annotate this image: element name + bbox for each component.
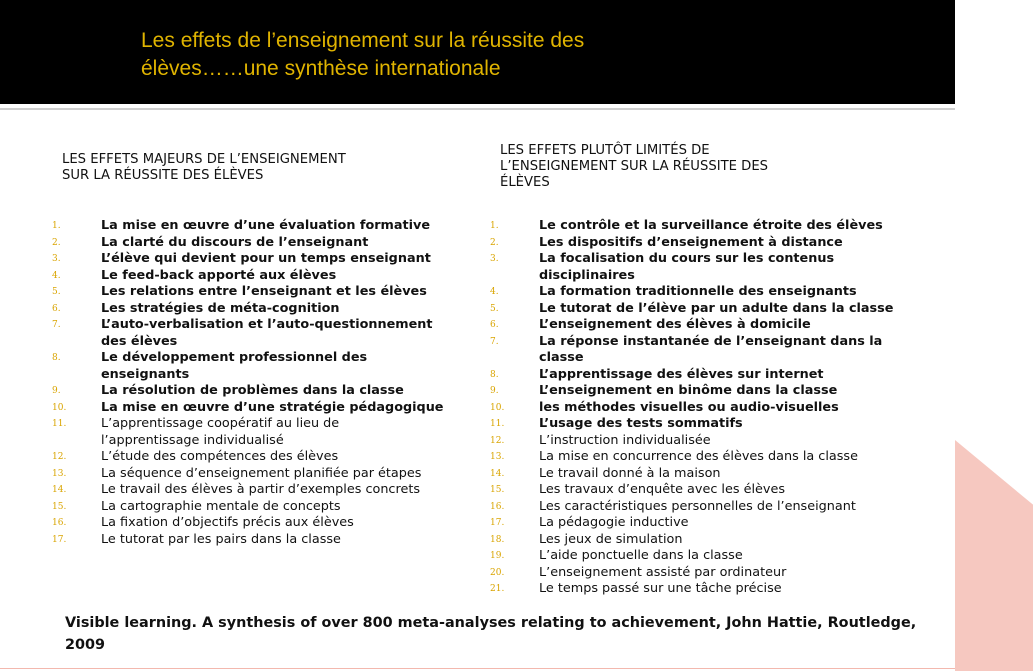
list-item [490, 284, 900, 301]
list-item-text: La mise en concurrence des élèves dans la classe [539, 449, 858, 464]
list-item-text: La focalisation du cours sur les contenus [539, 251, 835, 266]
list-item-text: Le développement professionnel des [101, 350, 368, 365]
list-item-text: L’étude des compétences des élèves [101, 449, 339, 464]
right-heading-line-1: LES EFFETS PLUTÔT LIMITÉS DE [500, 143, 710, 158]
list-item [52, 499, 472, 516]
list-item [490, 416, 900, 433]
list-item-text: l’apprentissage individualisé [101, 432, 284, 448]
list-item-text: La mise en œuvre d’une évaluation formative [101, 218, 431, 233]
right-column-heading [500, 143, 890, 191]
list-item-number: 18. [490, 534, 505, 545]
list-item-text: La pédagogie inductive [539, 515, 689, 530]
list-item [52, 482, 472, 499]
list-item-number: 15. [52, 501, 67, 512]
list-item-text: La mise en œuvre d’une stratégie pédagogique [101, 399, 444, 415]
citation [65, 612, 945, 656]
list-item-number: 4. [52, 270, 61, 281]
list-item-text: Les travaux d’enquête avec les élèves [539, 482, 786, 497]
list-item-number: 4. [490, 287, 499, 297]
list-item [52, 416, 472, 449]
list-item-text: L’apprentissage coopératif au lieu de [101, 416, 340, 431]
list-item [52, 383, 472, 400]
list-item-number: 2. [52, 237, 61, 248]
citation-line-2: 2009 [65, 637, 106, 653]
list-item-number: 6. [490, 320, 499, 330]
slide-title-line-1: Les effets de l’enseignement sur la réussite des [141, 29, 585, 52]
list-item [490, 499, 900, 516]
list-item [52, 515, 472, 532]
list-item [52, 449, 472, 466]
list-item [52, 251, 472, 268]
list-item-text: les méthodes visuelles ou audio-visuelles [539, 399, 839, 415]
list-item-number: 14. [490, 468, 505, 479]
list-item-text: L’instruction individualisée [539, 432, 711, 448]
list-item-text: Le tutorat de l’élève par un adulte dans la classe [539, 300, 894, 316]
list-item-number: 15. [490, 485, 505, 495]
list-item [490, 482, 900, 499]
list-item-text: Le tutorat par les pairs dans la classe [101, 531, 341, 547]
right-heading-line-3: ÉLÈVES [500, 175, 550, 190]
list-item [52, 350, 472, 383]
list-item-text: La formation traditionnelle des enseignants [539, 284, 857, 299]
list-item [490, 466, 900, 483]
left-column-heading [62, 152, 462, 184]
list-item-text: Le travail donné à la maison [539, 465, 721, 481]
list-item-text: des élèves [101, 333, 178, 349]
right-heading-line-2: L’ENSEIGNEMENT SUR LA RÉUSSITE DES [500, 159, 769, 174]
list-item-number: 7. [490, 336, 499, 347]
major-effects-list [52, 218, 472, 548]
list-item [490, 301, 900, 318]
list-item [490, 235, 900, 252]
list-item-text: La cartographie mentale de concepts [101, 498, 341, 514]
list-item [490, 367, 900, 384]
list-item [52, 235, 472, 252]
slide-title [141, 27, 841, 83]
list-item-text: Le temps passé sur une tâche précise [539, 581, 782, 596]
list-item-number: 20. [490, 567, 505, 578]
list-item-number: 9. [52, 386, 61, 396]
list-item [52, 532, 472, 549]
list-item [490, 334, 900, 367]
slide-title-line-2: élèves……une synthèse internationale [141, 57, 501, 80]
list-item-number: 19. [490, 551, 505, 561]
list-item [52, 268, 472, 285]
list-item [52, 284, 472, 301]
list-item-number: 8. [52, 353, 61, 363]
list-item-number: 7. [52, 320, 61, 330]
list-item [52, 466, 472, 483]
list-item-text: La fixation d’objectifs précis aux élèves [101, 515, 354, 530]
list-item-number: 1. [490, 221, 499, 231]
list-item-text: La clarté du discours de l’enseignant [101, 234, 369, 250]
list-item [490, 400, 900, 417]
list-item-number: 3. [52, 254, 61, 264]
list-item-number: 6. [52, 303, 61, 314]
list-item [490, 317, 900, 334]
list-item [490, 251, 900, 284]
list-item-text: L’usage des tests sommatifs [539, 416, 743, 431]
list-item-number: 21. [490, 584, 505, 594]
list-item-number: 5. [52, 287, 61, 297]
list-item-number: 5. [490, 303, 499, 314]
list-item [52, 218, 472, 235]
limited-effects-list [490, 218, 900, 598]
list-item [52, 317, 472, 350]
list-item-number: 12. [490, 435, 505, 446]
list-item-number: 3. [490, 254, 499, 264]
list-item-text: Le travail des élèves à partir d’exemples concrets [101, 482, 421, 497]
list-item-number: 17. [52, 534, 67, 545]
list-item-number: 10. [490, 402, 505, 413]
list-item-text: Les caractéristiques personnelles de l’enseignant [539, 498, 856, 514]
list-item-number: 13. [490, 452, 505, 462]
list-item [490, 565, 900, 582]
list-item-number: 14. [52, 485, 67, 495]
list-item [490, 218, 900, 235]
list-item-text: L’enseignement des élèves à domicile [539, 317, 811, 332]
list-item-number: 11. [52, 419, 67, 429]
left-heading-line-2: SUR LA RÉUSSITE DES ÉLÈVES [62, 168, 264, 183]
list-item [490, 581, 900, 598]
list-item-number: 10. [52, 402, 67, 413]
list-item-number: 13. [52, 468, 67, 479]
header-divider [0, 108, 955, 110]
list-item [52, 400, 472, 417]
list-item-text: L’enseignement assisté par ordinateur [539, 564, 787, 580]
list-item [490, 515, 900, 532]
list-item [490, 532, 900, 549]
list-item-text: L’apprentissage des élèves sur internet [539, 366, 824, 382]
list-item-text: L’élève qui devient pour un temps enseignant [101, 251, 431, 266]
list-item-number: 11. [490, 419, 505, 429]
list-item-number: 1. [52, 221, 61, 231]
list-item [490, 548, 900, 565]
left-heading-line-1: LES EFFETS MAJEURS DE L’ENSEIGNEMENT [62, 152, 346, 167]
list-item-number: 16. [52, 518, 67, 528]
list-item-number: 8. [490, 369, 499, 380]
list-item-number: 2. [490, 237, 499, 248]
list-item [490, 449, 900, 466]
list-item-text: L’enseignement en binôme dans la classe [539, 383, 838, 398]
list-item-number: 9. [490, 386, 499, 396]
list-item-text: Les relations entre l’enseignant et les élèves [101, 284, 427, 299]
list-item-text: La résolution de problèmes dans la classe [101, 383, 404, 398]
list-item [490, 383, 900, 400]
list-item [52, 301, 472, 318]
list-item-text: L’auto-verbalisation et l’auto-questionnement [101, 317, 433, 332]
list-item-number: 12. [52, 452, 67, 462]
list-item-text: La réponse instantanée de l’enseignant dans la [539, 333, 883, 349]
list-item-text: Le feed-back apporté aux élèves [101, 267, 337, 283]
list-item-number: 17. [490, 518, 505, 528]
list-item-number: 16. [490, 501, 505, 512]
list-item-text: enseignants [101, 366, 190, 382]
list-item-text: L’aide ponctuelle dans la classe [539, 548, 743, 563]
bottom-divider [0, 668, 955, 669]
list-item-text: Les stratégies de méta-cognition [101, 300, 340, 316]
list-item-text: Les jeux de simulation [539, 531, 683, 547]
list-item-text: classe [539, 350, 584, 365]
list-item-text: Les dispositifs d’enseignement à distance [539, 234, 843, 250]
list-item-text: La séquence d’enseignement planifiée par étapes [101, 465, 422, 481]
list-item [490, 433, 900, 450]
list-item-text: disciplinaires [539, 267, 635, 283]
list-item-text: Le contrôle et la surveillance étroite des élèves [539, 218, 883, 233]
citation-line-1: Visible learning. A synthesis of over 800 meta-analyses relating to achievement, John Hattie, Routledge, [65, 615, 917, 631]
